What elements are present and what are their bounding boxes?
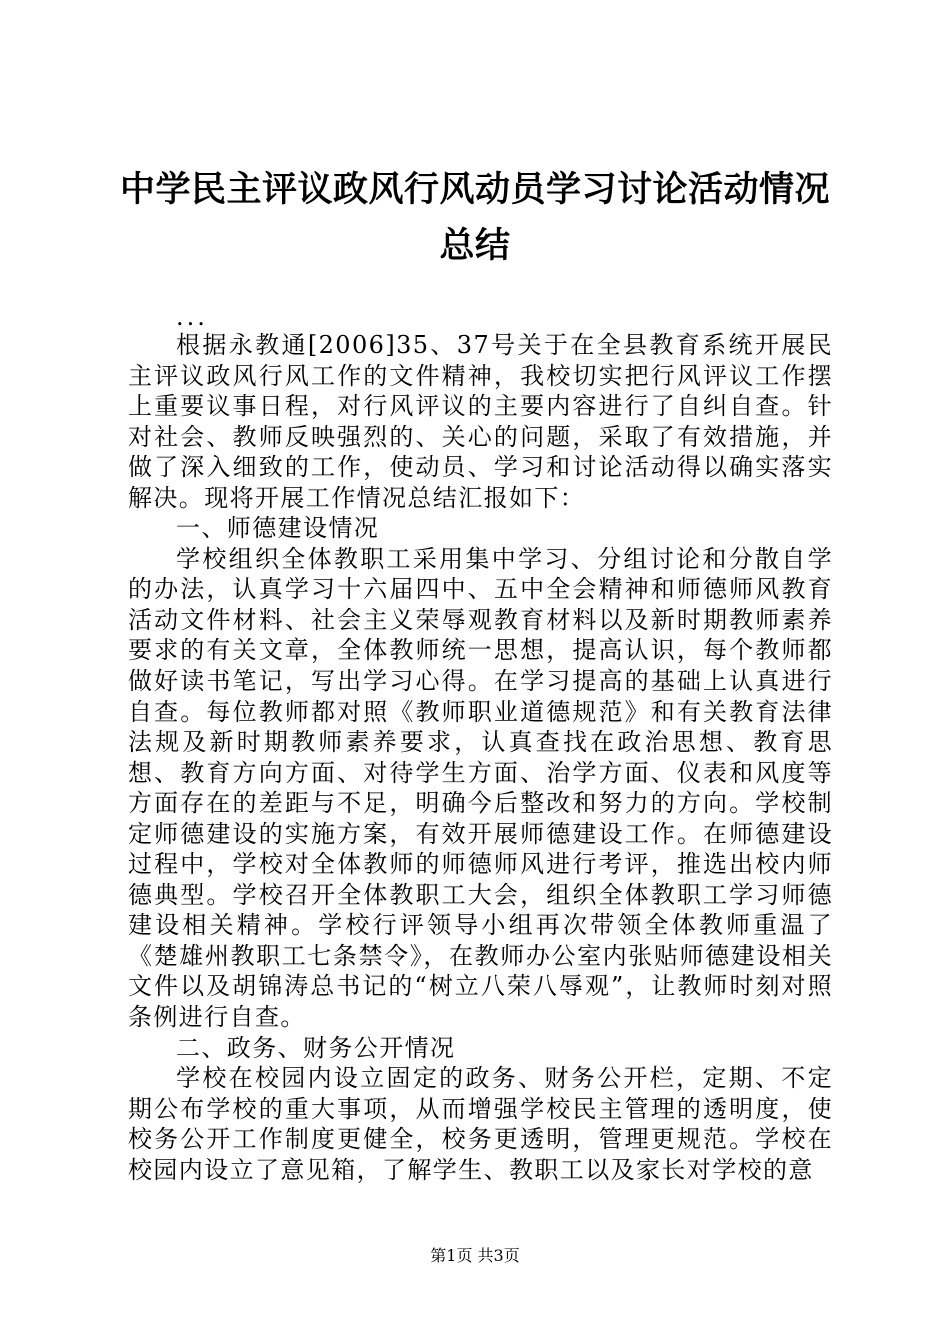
- page-title: [0, 162, 950, 274]
- page-footer: 第1页 共3页: [430, 1246, 520, 1265]
- ellipsis-marker: ...: [176, 303, 208, 331]
- section-1-paragraph: 学校组织全体教职工采用集中学习、分组讨论和分散自学的办法，认真学习十六届四中、五中全会精神和师德师风教育活动文件材料、社会主义荣辱观教育材料以及新时期教师素养要求的有关文章，全体教师统一思想，提高认识，每个教师都做好读书笔记，写出学习心得。在学习提高的基础上认真进行自查。每位教师都对照《教师职业道德规范》和有关教育法律法规及新时期教师素养要求，认真查找在政治思想、教育思想、教育方向方面、对待学生方面、治学方面、仪表和风度等方面存在的差距与不足，明确今后整改和努力的方向。学校制定师德建设的实施方案，有效开展师德建设工作。在师德建设过程中，学校对全体教师的师德师风进行考评，推选出校内师德典型。学校召开全体教职工大会，组织全体教职工学习师德建设相关精神。学校行评领导小组再次带领全体教师重温了《楚雄州教职工七条禁令》，在教师办公室内张贴师德建设相关文件以及胡锦涛总书记的“树立八荣八辱观”，让教师时刻对照条例进行自查。: [128, 544, 833, 1032]
- section-heading-1: 一、师德建设情况: [176, 514, 380, 543]
- section-2-paragraph: 学校在校园内设立固定的政务、财务公开栏，定期、不定期公布学校的重大事项，从而增强学校民主管理的透明度，使校务公开工作制度更健全，校务更透明，管理更规范。学校在校园内设立了意见箱，了解学生、教职工以及家长对学校的意: [128, 1064, 833, 1184]
- title-line-1: 中学民主评议政风行风动员学习讨论活动情况: [119, 170, 830, 210]
- section-heading-2: 二、政务、财务公开情况: [176, 1033, 456, 1062]
- title-line-2: 总结: [439, 226, 511, 266]
- document-body: [128, 304, 833, 1185]
- intro-paragraph: 根据永教通[2006]35、37号关于在全县教育系统开展民主评议政风行风工作的文件精神，我校切实把行风评议工作摆上重要议事日程，对行风评议的主要内容进行了自纠自查。针对社会、教师反映强烈的、关心的问题，采取了有效措施，并做了深入细致的工作，使动员、学习和讨论活动得以确实落实解决。现将开展工作情况总结汇报如下：: [128, 331, 833, 512]
